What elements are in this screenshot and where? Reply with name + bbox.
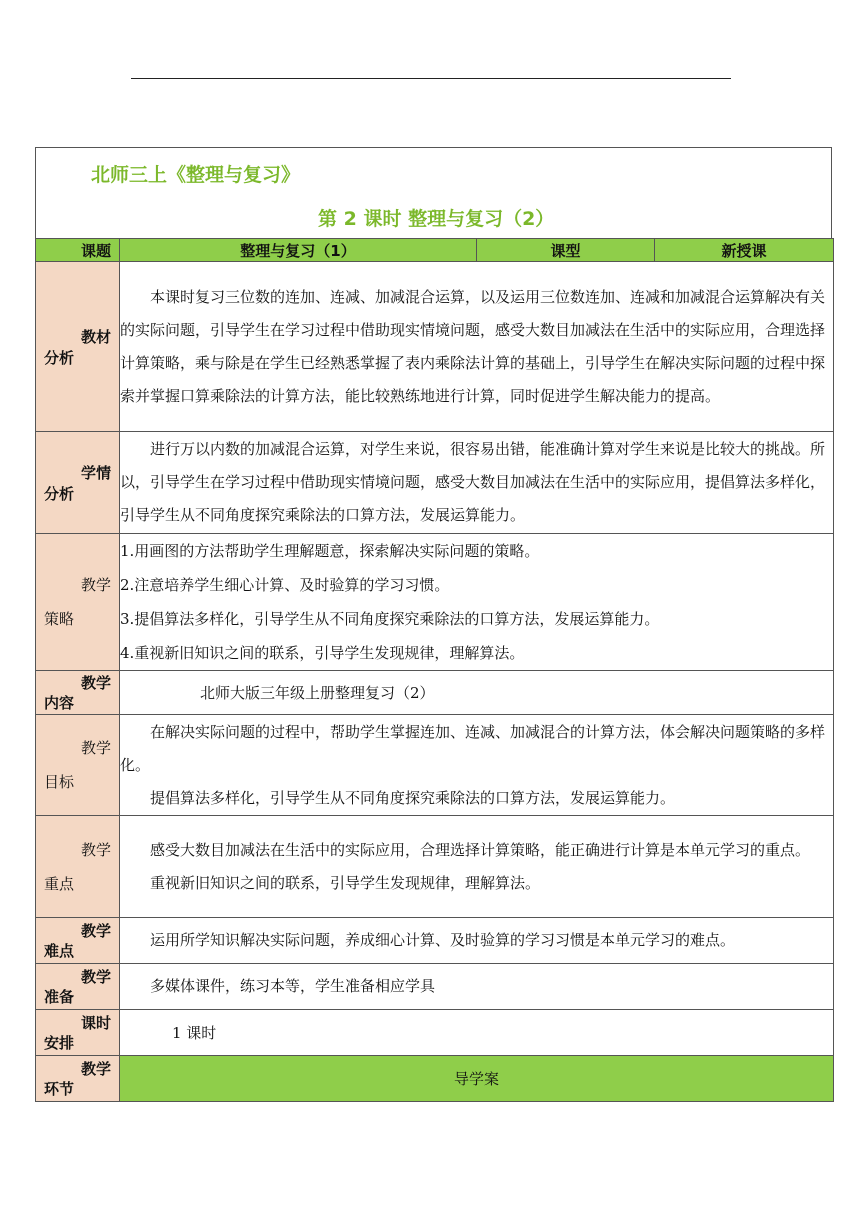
row-key-points: [36, 816, 834, 918]
label-material-analysis: 教材 分析: [36, 262, 120, 432]
label-teaching-strategy: 教学 策略: [36, 534, 120, 671]
label-teaching-goals: 教学 目标: [36, 715, 120, 816]
row-schedule: [36, 1010, 834, 1056]
label-topic: 课题: [36, 239, 120, 262]
value-topic: 整理与复习（1）: [120, 239, 477, 262]
lesson-plan: [35, 147, 832, 1102]
label-schedule: 课时 安排: [36, 1010, 120, 1056]
lesson-table: [35, 238, 834, 1102]
label-type: 课型: [477, 239, 655, 262]
row-topic: [36, 239, 834, 262]
list-item: 1.用画图的方法帮助学生理解题意，探索解决实际问题的策略。: [120, 542, 540, 560]
label-teaching-stage: 教学 环节: [36, 1056, 120, 1102]
schedule-text: 1 课时: [120, 1010, 834, 1056]
row-teaching-stage: [36, 1056, 834, 1102]
list-item: 2.注意培养学生细心计算、及时验算的学习习惯。: [120, 576, 450, 594]
header-rule: [131, 78, 731, 79]
row-student-analysis: [36, 432, 834, 534]
row-difficulties: [36, 918, 834, 964]
difficulties-text: 运用所学知识解决实际问题，养成细心计算、及时验算的学习习惯是本单元学习的难点。: [120, 918, 834, 964]
preparation-text: 多媒体课件，练习本等，学生准备相应学具: [120, 964, 834, 1010]
teaching-content-text: 北师大版三年级上册整理复习（2）: [120, 671, 834, 715]
teaching-goals-text: 在解决实际问题的过程中，帮助学生掌握连加、连减、加减混合的计算方法，体会解决问题策略的多样化。 提倡算法多样化，引导学生从不同角度探究乘除法的口算方法，发展运算能力。: [120, 715, 834, 816]
row-teaching-strategy: [36, 534, 834, 671]
student-analysis-text: 进行万以内数的加减混合运算，对学生来说，很容易出错，能准确计算对学生来说是比较大的挑战。所以，引导学生在学习过程中借助现实情境问题，感受大数目加减法在生活中的实际应用，提倡算法多样化，引导学生从不同角度探究乘除法的口算方法，发展运算能力。: [120, 432, 834, 534]
title-box: [35, 147, 832, 238]
row-teaching-content: [36, 671, 834, 715]
row-material-analysis: [36, 262, 834, 432]
label-preparation: 教学 准备: [36, 964, 120, 1010]
label-teaching-content: 教学 内容: [36, 671, 120, 715]
label-student-analysis: 学情 分析: [36, 432, 120, 534]
teaching-strategy-list: [120, 534, 834, 671]
key-points-text: 感受大数目加减法在生活中的实际应用，合理选择计算策略，能正确进行计算是本单元学习的重点。 重视新旧知识之间的联系，引导学生发现规律，理解算法。: [120, 816, 834, 918]
row-preparation: [36, 964, 834, 1010]
teaching-stage-text: 导学案: [120, 1056, 834, 1102]
lesson-subtitle: 第 2 课时 整理与复习（2）: [318, 208, 555, 230]
document-title: 北师三上《整理与复习》: [91, 164, 301, 186]
list-item: 3.提倡算法多样化，引导学生从不同角度探究乘除法的口算方法，发展运算能力。: [120, 610, 660, 628]
label-difficulties: 教学 难点: [36, 918, 120, 964]
row-teaching-goals: [36, 715, 834, 816]
material-analysis-text: 本课时复习三位数的连加、连减、加减混合运算，以及运用三位数连加、连减和加减混合运算解决有关的实际问题，引导学生在学习过程中借助现实情境问题，感受大数目加减法在生活中的实际应用，合理选择计算策略，乘与除是在学生已经熟悉掌握了表内乘除法计算的基础上，引导学生在解决实际问题的过程中探索并掌握口算乘除法的计算方法，能比较熟练地进行计算，同时促进学生解决能力的提高。: [120, 262, 834, 432]
label-key-points: 教学 重点: [36, 816, 120, 918]
value-type: 新授课: [655, 239, 834, 262]
list-item: 4.重视新旧知识之间的联系，引导学生发现规律，理解算法。: [120, 644, 525, 662]
